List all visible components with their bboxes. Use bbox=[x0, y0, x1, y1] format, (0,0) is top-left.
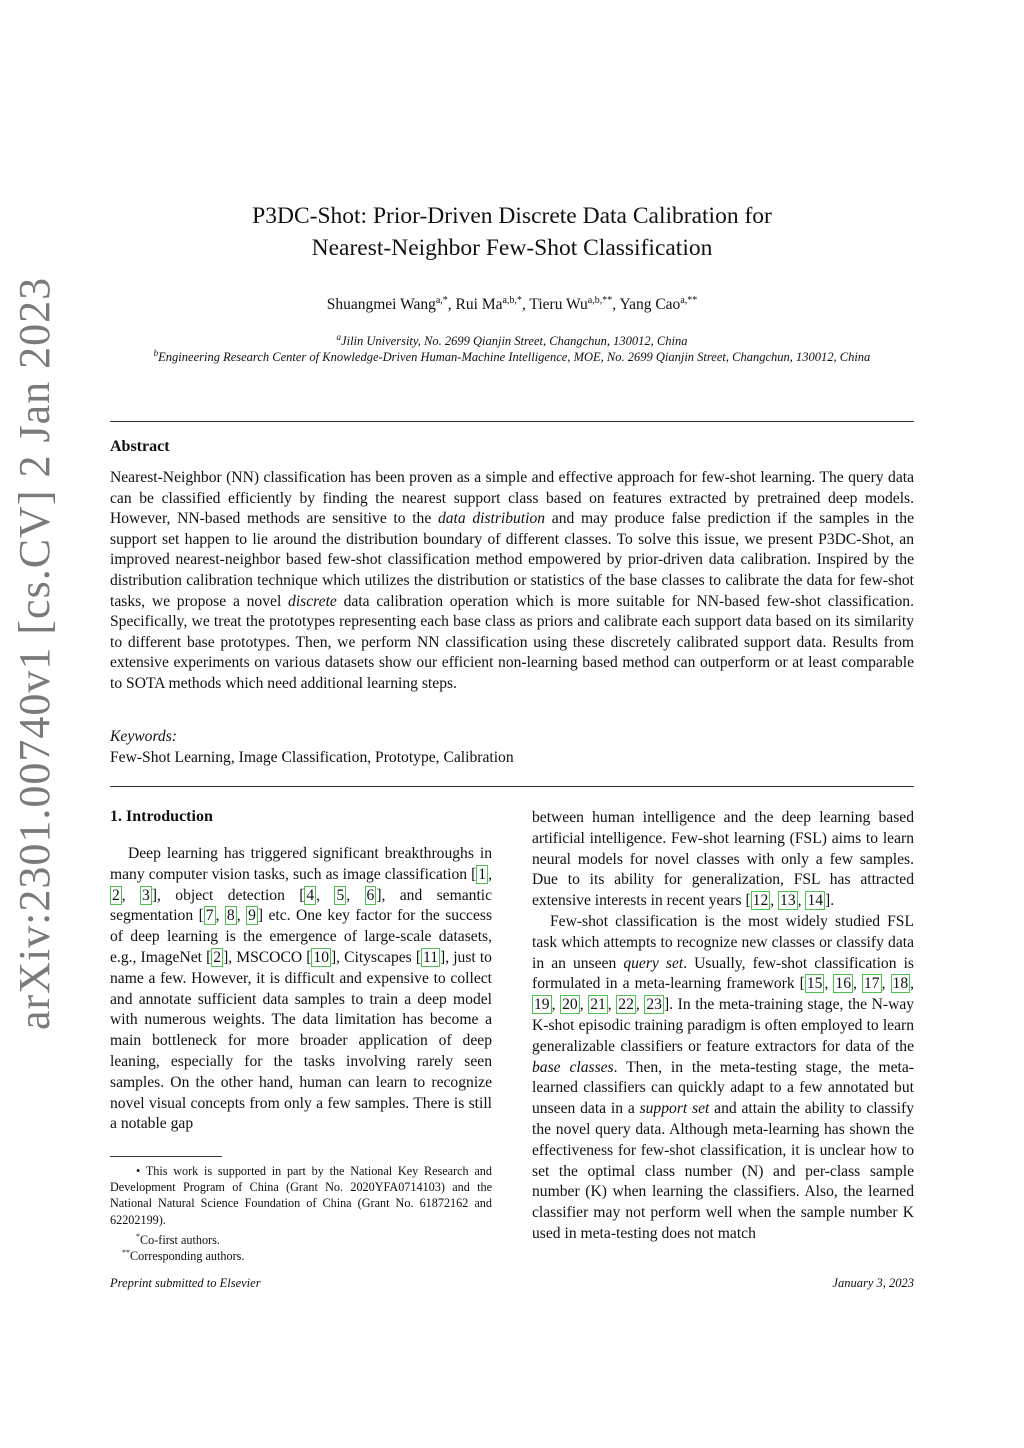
footer-preprint-note: Preprint submitted to Elsevier bbox=[110, 1276, 261, 1290]
body-text: ], just to name a few. However, it is difficult and expensive to collect and annotate sufficient data samples to train a deep model with numerous weights. The data limitation has become a main bottleneck for more broader application of deep leaning, especially for the tasks involving rarely seen samples. On the other hand, human can learn to recognize novel visual concepts from only a few samples. There is still a notable gap bbox=[110, 948, 492, 1133]
body-emphasis: support set bbox=[639, 1100, 710, 1118]
body-text: Few-shot classification is the most widely studied FSL task which attempts to recognize new classes or classify data in an unseen bbox=[532, 912, 914, 972]
author-list: Shuangmei Wang$^{a,*}$, Rui $Ma^{a,b,*}$, Tieru $Wu^{a,b,**}$, Yang Cao$^{a,**}$ bbox=[326, 295, 698, 314]
citation-link[interactable]: 15 bbox=[806, 975, 823, 993]
body-text: ]. bbox=[825, 892, 835, 910]
citation-link[interactable]: 8 bbox=[226, 907, 235, 925]
affiliation-mark: a bbox=[336, 332, 342, 342]
affiliation-mark: b bbox=[153, 348, 159, 358]
citation-link[interactable]: 2 bbox=[112, 886, 120, 904]
citation-link[interactable]: 22 bbox=[618, 996, 634, 1014]
footnote-text: Corresponding authors. bbox=[130, 1249, 245, 1264]
body-text: ] etc. One key factor for the success of deep learning is the emergence of large-scale datasets, e.g., ImageNet [ bbox=[110, 907, 493, 966]
abstract-text: Nearest-Neighbor (NN) classification has been proven as a simple and effective approach for few-shot learning. The query data can be classified efficiently by finding the nearest support class based on features extracted by pretrained deep models. However, NN-based methods are sensitive to the bbox=[110, 469, 914, 528]
footnote-corresponding bbox=[110, 1245, 492, 1264]
author-marks: a,** bbox=[680, 295, 698, 306]
citation-link[interactable]: 3 bbox=[142, 886, 150, 904]
arxiv-side-stamp: arXiv:2301.00740v1 [cs.CV] 2 Jan 2023 bbox=[10, 276, 59, 1030]
footnote-funding bbox=[110, 1163, 492, 1228]
citation-link[interactable]: 6 bbox=[366, 886, 375, 904]
citation-link[interactable]: 10 bbox=[313, 948, 329, 966]
mid-divider bbox=[110, 786, 914, 787]
paragraph: Few-shot classification is the most widely studied FSL task which attempts to recognize new classes or classify data in an unseen query set. Usually, few-shot classification is formulated in a meta-learning framework [ 15 , 16 , 17 , 18 , 19 , 20 , 21 , 22 , 23 ]. In the meta-training stage, the N-way K-shot episodic training paradigm is often employed to learn generalizable classifiers or feature extractors for data of the base classes. Then, in the meta-testing stage, the meta-learned classifiers can quickly adapt to a few annotated but unseen data in a support set and attain the ability to classify the novel query data. Although meta-learning has shown the effectiveness for few-shot classification, it is unclear how to set the optimal class number (N) and per-class sample number (K) when learning the classifiers. Also, the learned classifier may not perform well when the sample number K used in meta-testing does not match bbox=[532, 912, 915, 1242]
affiliation-b bbox=[100, 345, 924, 365]
citation-link[interactable]: 21 bbox=[590, 996, 606, 1014]
citation-link[interactable]: 17 bbox=[863, 975, 880, 993]
body-text: ], Cityscapes [ bbox=[330, 948, 422, 966]
section-heading-introduction: 1. Introduction bbox=[110, 808, 213, 825]
citation-link[interactable]: 18 bbox=[892, 975, 909, 993]
citation-link[interactable]: 1 bbox=[478, 865, 487, 883]
abstract-emphasis: data distribution bbox=[437, 510, 546, 528]
citation-link[interactable]: 16 bbox=[835, 975, 852, 993]
top-divider bbox=[110, 421, 914, 422]
intro-left-column: Deep learning has triggered significant breakthroughs in many computer vision tasks, such as image classification [ 1 , 2 , 3 ], object detection [ 4 , 5 , 6 ], and semantic segmentation [ 7 , 8 , 9 ] etc. One key factor for the success of deep learning is the emergence of large-scale datasets, e.g., ImageNet [ 2 ], MSCOCO [ 10 ], Cityscapes [ 11 ], just to name a few. However, it is difficult and expensive to collect and annotate sufficient data samples to train a deep model with numerous weights. The data limitation has become a main bottleneck for more broader application of deep leaning, especially for the tasks involving rarely seen samples. On the other hand, human can learn to recognize novel visual concepts from only a few samples. There is still a notable gap bbox=[110, 845, 493, 1133]
body-emphasis: query set bbox=[623, 954, 684, 972]
body-text: ], object detection [ bbox=[151, 886, 305, 904]
footnote-text: Co-first authors. bbox=[140, 1233, 220, 1248]
citation-link[interactable]: 23 bbox=[646, 996, 662, 1014]
footnote-text: This work is supported in part by the National Key Research and Development Program of China (Grant No. 2020YFA0714103) and the National Natural Science Foundation of China (Grant No. 61872162 and 62202199). bbox=[110, 1164, 492, 1227]
citation-link[interactable]: 12 bbox=[752, 892, 769, 910]
abstract-body bbox=[110, 468, 914, 695]
abstract-heading: Abstract bbox=[110, 438, 170, 455]
citation-link[interactable]: 11 bbox=[423, 948, 439, 966]
body-text: Deep learning has triggered significant breakthroughs in many computer vision tasks, such as image classification [ bbox=[110, 845, 492, 883]
citation-link[interactable]: 13 bbox=[780, 892, 796, 910]
body-emphasis: base classes bbox=[532, 1058, 614, 1076]
author-name: Yang Cao bbox=[619, 296, 681, 314]
citation-link[interactable]: 4 bbox=[306, 886, 315, 904]
title-line-1: P3DC-Shot: Prior-Driven Discrete Data Calibration for bbox=[252, 203, 772, 229]
citation-link[interactable]: 14 bbox=[807, 892, 824, 910]
body-text: ]. In the meta-training stage, the N-way K-shot episodic training paradigm is often employed to learn generalizable classifiers or feature extractors for data of the bbox=[532, 996, 915, 1055]
footer-date: January 3, 2023 bbox=[832, 1276, 914, 1290]
paper-title bbox=[110, 200, 914, 264]
footnote-mark: ** bbox=[122, 1248, 130, 1257]
footnote-bullet: • bbox=[136, 1164, 141, 1178]
author-marks: a,* bbox=[435, 295, 448, 306]
citation-link[interactable]: 5 bbox=[336, 886, 345, 904]
abstract-text: data calibration operation which is more suitable for NN-based few-shot classification. Specifically, we treat the prototypes representing each base class as priors and calibrate each support data based on its similarity to different base prototypes. Then, we perform NN classification using these discretely calibrated support data. Results from extensive experiments on various datasets show our efficient non-learning based method can outperform or at least comparable to SOTA methods which need additional learning steps. bbox=[110, 592, 914, 692]
citation-link[interactable]: 19 bbox=[534, 996, 550, 1014]
abstract-text: and may produce false prediction if the samples in the support set happen to lie around the distribution boundary of different classes. To solve this issue, we present P3DC-Shot, an improved nearest-neighbor based few-shot classification method empowered by prior-driven data calibration. Inspired by the distribution calibration technique which utilizes the distribution or statistics of the base classes to calibrate the data for few-shot tasks, we propose a novel bbox=[110, 510, 914, 610]
body-text: ], and semantic segmentation [ bbox=[110, 886, 493, 925]
abstract-emphasis: discrete bbox=[288, 592, 337, 610]
keywords-text: Few-Shot Learning, Image Classification, Prototype, Calibration bbox=[110, 749, 514, 766]
body-text: and attain the ability to classify the novel query data. Although meta-learning has shown the effectiveness for few-shot classification, it is unclear how to set the optimal class number (N) and per-class sample number (K) when learning the classifiers. Also, the learned classifier may not perform well when the sample number K used in meta-testing does not match bbox=[532, 1100, 915, 1242]
author-marks: a,b,** bbox=[587, 295, 613, 306]
citation-link[interactable]: 7 bbox=[205, 907, 214, 925]
affiliation-text: Jilin University, No. 2699 Qianjin Street, Changchun, 130012, China bbox=[341, 334, 688, 349]
body-text: between human intelligence and the deep learning based artificial intelligence. Few-shot learning (FSL) aims to learn neural models for novel classes with only a few samples. Due to its ability for generalization, FSL has attracted extensive interests in recent years [ bbox=[532, 809, 914, 910]
body-text: . Then, in the meta-testing stage, the meta-learned classifiers can quickly adapt to a few annotated but unseen data in a bbox=[532, 1058, 914, 1118]
body-text: . Usually, few-shot classification is formulated in a meta-learning framework [ bbox=[532, 954, 914, 993]
intro-right-column bbox=[532, 808, 914, 1245]
footnote-divider bbox=[110, 1156, 222, 1157]
citation-link[interactable]: 2 bbox=[213, 948, 222, 966]
citation-link[interactable]: 20 bbox=[562, 996, 578, 1014]
body-text: ], MSCOCO [ bbox=[223, 948, 312, 966]
author-name: Shuangmei Wang bbox=[326, 296, 436, 314]
author-name: Tieru Wu bbox=[529, 296, 588, 314]
author-name: Rui Ma bbox=[455, 296, 503, 314]
footnote-mark: * bbox=[136, 1232, 140, 1241]
citation-link[interactable]: 9 bbox=[248, 907, 256, 925]
affiliation-text: Engineering Research Center of Knowledge-Driven Human-Machine Intelligence, MOE, No. 2699 Qianjin Street, Changchun, 130012, China bbox=[158, 350, 871, 365]
author-marks: a,b,* bbox=[502, 295, 522, 306]
paragraph: between human intelligence and the deep learning based artificial intelligence. Few-shot learning (FSL) aims to learn neural models for novel classes with only a few samples. Due to its ability for generalization, FSL has attracted extensive interests in recent years [ 12 , 13 , 14 ]. bbox=[532, 809, 914, 910]
title-line-2: Nearest-Neighbor Few-Shot Classification bbox=[311, 235, 713, 261]
keywords-label: Keywords: bbox=[110, 728, 177, 745]
